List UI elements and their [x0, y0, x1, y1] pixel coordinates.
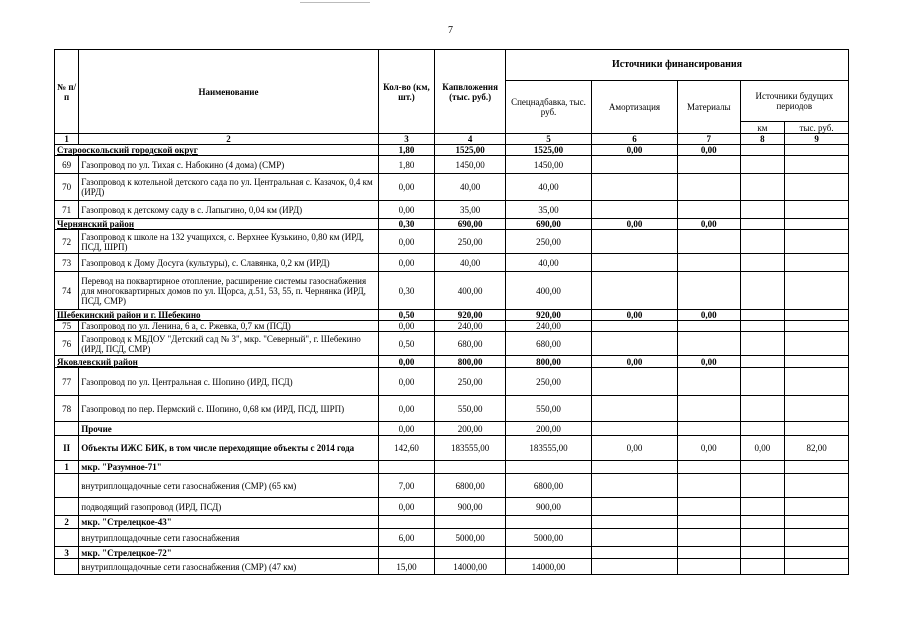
cell-km — [740, 145, 785, 156]
group-row — [55, 310, 849, 321]
table-row — [55, 474, 849, 498]
cell-qty: 0,00 — [378, 174, 435, 201]
cell-special: 40,00 — [506, 254, 592, 272]
cell-num: 1 — [55, 461, 79, 474]
header-materials: Материалы — [677, 81, 740, 134]
cell-special — [506, 516, 592, 529]
cell-km — [740, 498, 785, 516]
cell-num: 77 — [55, 368, 79, 396]
cell-thous — [785, 529, 849, 547]
cell-qty — [378, 516, 435, 529]
column-number: 4 — [435, 134, 506, 145]
table-row — [55, 321, 849, 332]
cell-qty: 15,00 — [378, 559, 435, 575]
cell-amort — [592, 422, 678, 436]
cell-special — [506, 547, 592, 559]
cell-materials — [677, 516, 740, 529]
cell-capex: 183555,00 — [435, 436, 506, 461]
cell-num — [55, 498, 79, 516]
cell-materials — [677, 368, 740, 396]
cell-name: Газопровод к МБДОУ "Детский сад № 3", мкр. "Северный", г. Шебекино (ИРД, ПСД, СМР) — [79, 332, 378, 356]
cell-materials — [677, 332, 740, 356]
cell-km — [740, 272, 785, 310]
cell-thous — [785, 516, 849, 529]
cell-materials: 0,00 — [677, 310, 740, 321]
cell-amort — [592, 529, 678, 547]
table-row — [55, 529, 849, 547]
table-row — [55, 547, 849, 559]
header-sources: Источники финансирования — [506, 50, 849, 81]
column-numbers-row — [55, 134, 849, 145]
table-row — [55, 368, 849, 396]
cell-num: 75 — [55, 321, 79, 332]
cell-name: Газопровод по ул. Центральная с. Шопино (ИРД, ПСД) — [79, 368, 378, 396]
cell-name: мкр. "Разумное-71" — [79, 461, 378, 474]
cell-name: Шебекинский район и г. Шебекино — [55, 310, 379, 321]
cell-num: 72 — [55, 230, 79, 254]
cell-capex: 690,00 — [435, 219, 506, 230]
cell-qty — [378, 461, 435, 474]
cell-materials — [677, 474, 740, 498]
cell-num — [55, 559, 79, 575]
cell-qty: 1,80 — [378, 156, 435, 174]
cell-name: Газопровод к детскому саду в с. Лапыгино, 0,04 км (ИРД) — [79, 201, 378, 219]
cell-thous — [785, 174, 849, 201]
cell-materials — [677, 498, 740, 516]
cell-num: 74 — [55, 272, 79, 310]
cell-num: 71 — [55, 201, 79, 219]
cell-capex: 250,00 — [435, 368, 506, 396]
cell-num — [55, 474, 79, 498]
cell-materials — [677, 230, 740, 254]
cell-special: 6800,00 — [506, 474, 592, 498]
cell-special: 400,00 — [506, 272, 592, 310]
cell-amort — [592, 368, 678, 396]
cell-qty: 0,00 — [378, 498, 435, 516]
cell-capex — [435, 461, 506, 474]
cell-name: Перевод на поквартирное отопление, расширение системы газоснабжения для многоквартирных домов по ул. Щорса, д.51, 53, 55, п. Чернянка (ИРД, ПСД, СМР) — [79, 272, 378, 310]
table-row — [55, 174, 849, 201]
table-row — [55, 201, 849, 219]
header-km: км — [740, 122, 785, 134]
cell-capex: 14000,00 — [435, 559, 506, 575]
header-thous: тыс. руб. — [785, 122, 849, 134]
cell-num: II — [55, 436, 79, 461]
cell-thous — [785, 356, 849, 368]
cell-thous — [785, 321, 849, 332]
cell-special: 550,00 — [506, 396, 592, 422]
cell-amort — [592, 461, 678, 474]
cell-special: 250,00 — [506, 368, 592, 396]
cell-materials — [677, 254, 740, 272]
cell-materials — [677, 422, 740, 436]
cell-capex: 920,00 — [435, 310, 506, 321]
cell-capex: 5000,00 — [435, 529, 506, 547]
header-capex: Капвложения (тыс. руб.) — [435, 50, 506, 134]
cell-thous — [785, 310, 849, 321]
cell-capex: 550,00 — [435, 396, 506, 422]
cell-thous — [785, 368, 849, 396]
cell-name: Газопровод по пер. Пермский с. Шопино, 0,68 км (ИРД, ПСД, ШРП) — [79, 396, 378, 422]
cell-materials: 0,00 — [677, 436, 740, 461]
cell-materials — [677, 174, 740, 201]
cell-materials — [677, 272, 740, 310]
cell-capex: 40,00 — [435, 254, 506, 272]
cell-special: 800,00 — [506, 356, 592, 368]
cell-special: 5000,00 — [506, 529, 592, 547]
cell-amort — [592, 516, 678, 529]
page-number: 7 — [448, 25, 453, 36]
cell-num: 2 — [55, 516, 79, 529]
cell-num: 69 — [55, 156, 79, 174]
cell-name: Яковлевский район — [55, 356, 379, 368]
cell-name: Газопровод по ул. Ленина, 6 а, с. Ржевка, 0,7 км (ПСД) — [79, 321, 378, 332]
cell-amort — [592, 156, 678, 174]
cell-amort — [592, 230, 678, 254]
header-qty: Кол-во (км, шт.) — [378, 50, 435, 134]
cell-capex: 1450,00 — [435, 156, 506, 174]
cell-special: 1525,00 — [506, 145, 592, 156]
cell-qty — [378, 547, 435, 559]
cell-qty: 142,60 — [378, 436, 435, 461]
cell-qty: 0,00 — [378, 422, 435, 436]
cell-name: Старооскольский городской округ — [55, 145, 379, 156]
section-row — [55, 436, 849, 461]
cell-km — [740, 559, 785, 575]
cell-special: 14000,00 — [506, 559, 592, 575]
cell-qty: 7,00 — [378, 474, 435, 498]
cell-amort: 0,00 — [592, 145, 678, 156]
cell-name: мкр. "Стрелецкое-72" — [79, 547, 378, 559]
cell-km — [740, 156, 785, 174]
cell-name: подводящий газопровод (ИРД, ПСД) — [79, 498, 378, 516]
cell-km — [740, 474, 785, 498]
group-row — [55, 356, 849, 368]
cell-amort: 0,00 — [592, 356, 678, 368]
cell-km — [740, 547, 785, 559]
table-row — [55, 156, 849, 174]
cell-km — [740, 356, 785, 368]
cell-qty: 0,00 — [378, 368, 435, 396]
cell-name: мкр. "Стрелецкое-43" — [79, 516, 378, 529]
table-row — [55, 272, 849, 310]
cell-amort — [592, 321, 678, 332]
cell-qty: 0,30 — [378, 219, 435, 230]
column-number: 3 — [378, 134, 435, 145]
cell-special: 690,00 — [506, 219, 592, 230]
cell-thous — [785, 156, 849, 174]
cell-materials — [677, 321, 740, 332]
header-num: № п/п — [55, 50, 79, 134]
cell-special: 200,00 — [506, 422, 592, 436]
cell-amort — [592, 498, 678, 516]
cell-qty: 0,00 — [378, 201, 435, 219]
cell-num: 73 — [55, 254, 79, 272]
cell-km — [740, 174, 785, 201]
cell-km — [740, 461, 785, 474]
cell-name: Газопровод по ул. Тихая с. Набокино (4 дома) (СМР) — [79, 156, 378, 174]
cell-num: 70 — [55, 174, 79, 201]
cell-qty: 0,00 — [378, 356, 435, 368]
cell-special: 680,00 — [506, 332, 592, 356]
cell-capex: 800,00 — [435, 356, 506, 368]
cell-amort — [592, 201, 678, 219]
cell-special: 920,00 — [506, 310, 592, 321]
cell-materials — [677, 529, 740, 547]
cell-name: внутриплощадочные сети газоснабжения (СМР) (65 км) — [79, 474, 378, 498]
cell-amort: 0,00 — [592, 310, 678, 321]
cell-name: Газопровод к школе на 132 учащихся, с. Верхнее Кузькино, 0,80 км (ИРД, ПСД, ШРП) — [79, 230, 378, 254]
cell-amort — [592, 272, 678, 310]
header-name: Наименование — [79, 50, 378, 134]
group-row — [55, 145, 849, 156]
cell-num — [55, 422, 79, 436]
cell-name: Чернянский район — [55, 219, 379, 230]
cell-thous — [785, 498, 849, 516]
cell-capex — [435, 547, 506, 559]
column-number: 8 — [740, 134, 785, 145]
cell-thous: 82,00 — [785, 436, 849, 461]
table-body — [55, 134, 849, 575]
cell-capex: 900,00 — [435, 498, 506, 516]
cell-capex: 35,00 — [435, 201, 506, 219]
cell-capex: 680,00 — [435, 332, 506, 356]
cell-amort: 0,00 — [592, 436, 678, 461]
table-row — [55, 230, 849, 254]
column-number: 1 — [55, 134, 79, 145]
cell-num: 76 — [55, 332, 79, 356]
top-rule — [300, 2, 370, 3]
table-row — [55, 461, 849, 474]
cell-materials: 0,00 — [677, 356, 740, 368]
table-row — [55, 498, 849, 516]
cell-qty: 0,00 — [378, 396, 435, 422]
group-row — [55, 219, 849, 230]
cell-thous — [785, 547, 849, 559]
cell-capex: 40,00 — [435, 174, 506, 201]
cell-materials — [677, 461, 740, 474]
cell-name: Прочие — [79, 422, 378, 436]
cell-km — [740, 368, 785, 396]
cell-capex — [435, 516, 506, 529]
cell-qty: 1,80 — [378, 145, 435, 156]
cell-km — [740, 230, 785, 254]
cell-amort — [592, 254, 678, 272]
cell-special: 183555,00 — [506, 436, 592, 461]
column-number: 9 — [785, 134, 849, 145]
column-number: 5 — [506, 134, 592, 145]
cell-km — [740, 422, 785, 436]
cell-thous — [785, 219, 849, 230]
cell-materials — [677, 547, 740, 559]
header-future: Источники будущих периодов — [740, 81, 848, 122]
cell-thous — [785, 254, 849, 272]
cell-qty: 0,00 — [378, 254, 435, 272]
table-row — [55, 422, 849, 436]
table-row — [55, 559, 849, 575]
cell-materials: 0,00 — [677, 145, 740, 156]
table-row — [55, 254, 849, 272]
cell-qty: 0,50 — [378, 310, 435, 321]
cell-thous — [785, 396, 849, 422]
cell-km — [740, 516, 785, 529]
cell-materials: 0,00 — [677, 219, 740, 230]
cell-thous — [785, 230, 849, 254]
cell-special — [506, 461, 592, 474]
cell-qty: 6,00 — [378, 529, 435, 547]
header-amort: Амортизация — [592, 81, 678, 134]
cell-amort — [592, 547, 678, 559]
cell-special: 900,00 — [506, 498, 592, 516]
column-number: 2 — [79, 134, 378, 145]
cell-materials — [677, 396, 740, 422]
cell-capex: 200,00 — [435, 422, 506, 436]
cell-num: 78 — [55, 396, 79, 422]
cell-km — [740, 321, 785, 332]
cell-km — [740, 254, 785, 272]
cell-km — [740, 201, 785, 219]
cell-special: 1450,00 — [506, 156, 592, 174]
header-special: Спецнадбавка, тыс. руб. — [506, 81, 592, 134]
cell-amort — [592, 474, 678, 498]
cell-km — [740, 219, 785, 230]
cell-qty: 0,00 — [378, 321, 435, 332]
cell-materials — [677, 156, 740, 174]
cell-name: внутриплощадочные сети газоснабжения (СМР) (47 км) — [79, 559, 378, 575]
cell-thous — [785, 474, 849, 498]
cell-capex: 250,00 — [435, 230, 506, 254]
table-row — [55, 332, 849, 356]
cell-capex: 1525,00 — [435, 145, 506, 156]
cell-km: 0,00 — [740, 436, 785, 461]
cell-materials — [677, 559, 740, 575]
cell-thous — [785, 422, 849, 436]
cell-amort — [592, 332, 678, 356]
cell-thous — [785, 332, 849, 356]
cell-amort — [592, 174, 678, 201]
cell-capex: 6800,00 — [435, 474, 506, 498]
cell-km — [740, 310, 785, 321]
cell-thous — [785, 461, 849, 474]
cell-thous — [785, 272, 849, 310]
cell-special: 40,00 — [506, 174, 592, 201]
cell-amort: 0,00 — [592, 219, 678, 230]
cell-thous — [785, 559, 849, 575]
cell-name: Газопровод к Дому Досуга (культуры), с. Славянка, 0,2 км (ИРД) — [79, 254, 378, 272]
cell-name: Газопровод к котельной детского сада по ул. Центральная с. Казачок, 0,4 км (ИРД) — [79, 174, 378, 201]
cell-amort — [592, 396, 678, 422]
cell-special: 250,00 — [506, 230, 592, 254]
cell-amort — [592, 559, 678, 575]
cell-capex: 400,00 — [435, 272, 506, 310]
cell-qty: 0,00 — [378, 230, 435, 254]
cell-thous — [785, 201, 849, 219]
column-number: 6 — [592, 134, 678, 145]
column-number: 7 — [677, 134, 740, 145]
cell-name: внутриплощадочные сети газоснабжения — [79, 529, 378, 547]
cell-km — [740, 529, 785, 547]
table-row — [55, 396, 849, 422]
cell-km — [740, 332, 785, 356]
cell-special: 240,00 — [506, 321, 592, 332]
financing-table — [54, 49, 849, 575]
cell-capex: 240,00 — [435, 321, 506, 332]
cell-qty: 0,30 — [378, 272, 435, 310]
cell-km — [740, 396, 785, 422]
table-row — [55, 516, 849, 529]
cell-thous — [785, 145, 849, 156]
cell-materials — [677, 201, 740, 219]
cell-num — [55, 529, 79, 547]
cell-qty: 0,50 — [378, 332, 435, 356]
cell-special: 35,00 — [506, 201, 592, 219]
cell-name: Объекты ИЖС БИК, в том числе переходящие объекты с 2014 года — [79, 436, 378, 461]
cell-num: 3 — [55, 547, 79, 559]
